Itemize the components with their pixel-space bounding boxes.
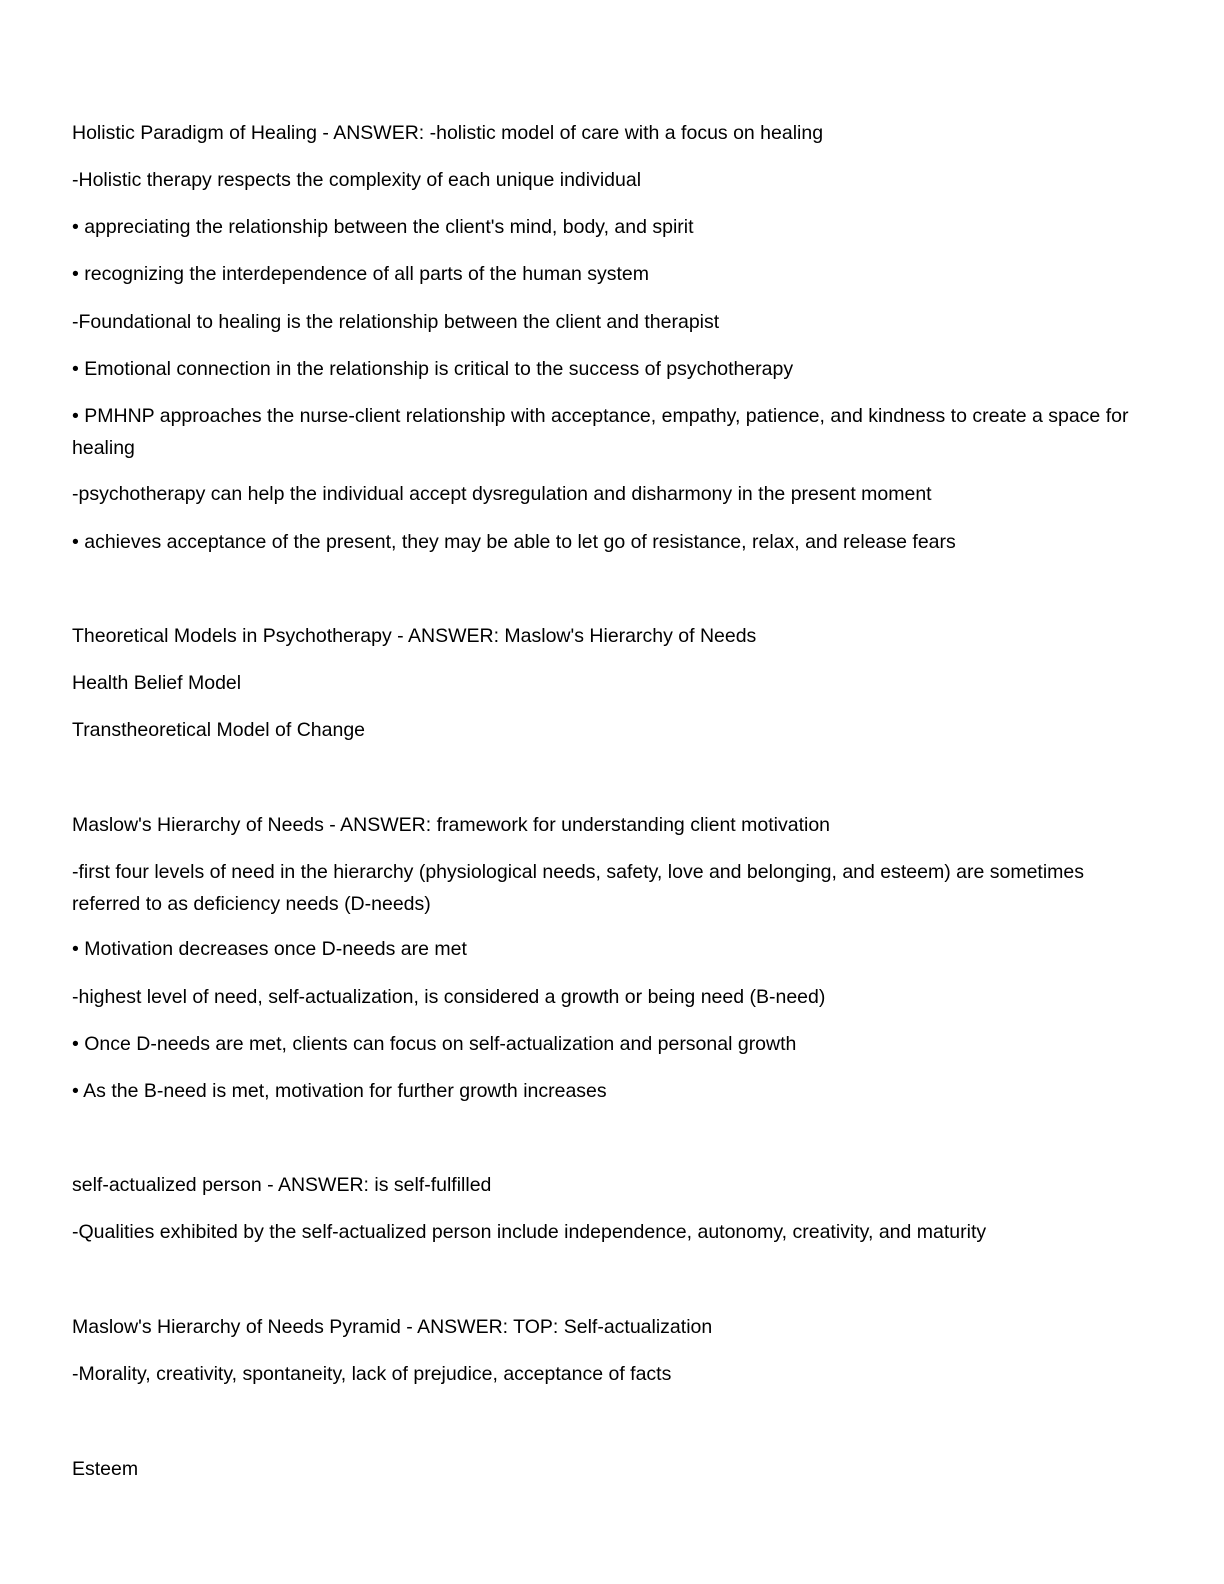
bullet-line: • Emotional connection in the relationship is critical to the success of psychotherapy: [72, 358, 794, 380]
bullet-line: • PMHNP approaches the nurse-client relationship with acceptance, empathy, patience, and kindness to create a space for healing: [72, 405, 1129, 459]
bullet-line: • achieves acceptance of the present, they may be able to let go of resistance, relax, and release fears: [72, 531, 956, 553]
bullet-line: • recognizing the interdependence of all parts of the human system: [72, 263, 650, 285]
maslow-hierarchy-heading: Maslow's Hierarchy of Needs - ANSWER: framework for understanding client motivation: [72, 814, 831, 836]
self-actualized-heading: self-actualized person - ANSWER: is self-fulfilled: [72, 1174, 492, 1196]
esteem-line: Esteem: [72, 1458, 139, 1480]
bullet-line: • Once D-needs are met, clients can focus on self-actualization and personal growth: [72, 1033, 797, 1055]
bullet-line: • As the B-need is met, motivation for further growth increases: [72, 1080, 607, 1102]
text-line: -psychotherapy can help the individual accept dysregulation and disharmony in the present moment: [72, 483, 932, 505]
text-line: -Foundational to healing is the relationship between the client and therapist: [72, 311, 720, 333]
text-line: -Morality, creativity, spontaneity, lack of prejudice, acceptance of facts: [72, 1363, 672, 1385]
text-line: Health Belief Model: [72, 672, 242, 694]
text-line: -first four levels of need in the hierarchy (physiological needs, safety, love and belonging, and esteem) are sometimes referred to as deficiency needs (D-needs): [72, 861, 1085, 915]
text-line: Transtheoretical Model of Change: [72, 719, 366, 741]
text-line: -highest level of need, self-actualization, is considered a growth or being need (B-need): [72, 986, 826, 1008]
holistic-paradigm-heading: Holistic Paradigm of Healing - ANSWER: -holistic model of care with a focus on healing: [72, 122, 824, 144]
text-line: -Holistic therapy respects the complexity of each unique individual: [72, 169, 642, 191]
theoretical-models-heading: Theoretical Models in Psychotherapy - ANSWER: Maslow's Hierarchy of Needs: [72, 625, 757, 647]
bullet-line: • appreciating the relationship between the client's mind, body, and spirit: [72, 216, 694, 238]
bullet-line: • Motivation decreases once D-needs are met: [72, 938, 467, 960]
text-line: -Qualities exhibited by the self-actualized person include independence, autonomy, creativity, and maturity: [72, 1221, 987, 1243]
maslow-pyramid-heading: Maslow's Hierarchy of Needs Pyramid - ANSWER: TOP: Self-actualization: [72, 1316, 713, 1338]
